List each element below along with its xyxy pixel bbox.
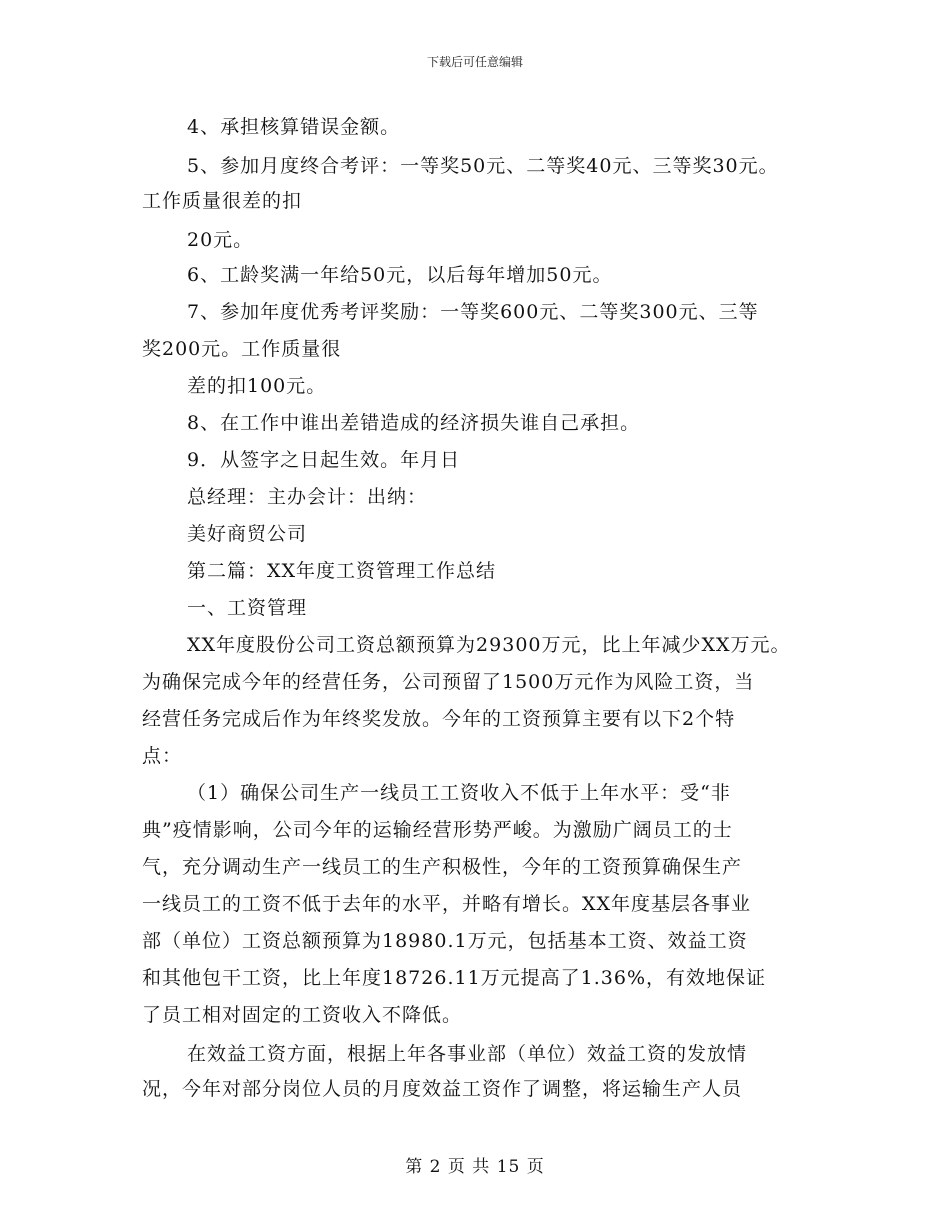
text-line: 在效益工资方面，根据上年各事业部（单位）效益工资的发放情 xyxy=(187,1043,748,1065)
text-line: XX年度股份公司工资总额预算为29300万元，比上年减少XX万元。 xyxy=(187,634,791,656)
text-line: 气，充分调动生产一线员工的生产积极性，今年的工资预算确保生产 xyxy=(142,856,743,878)
text-line: 差的扣100元。 xyxy=(187,375,327,397)
text-line: 8、在工作中谁出差错造成的经济损失谁自己承担。 xyxy=(187,412,641,434)
text-line: 为确保完成今年的经营任务，公司预留了1500万元作为风险工资，当 xyxy=(142,671,755,693)
text-line: 5、参加月度终合考评：一等奖50元、二等奖40元、三等奖30元。 xyxy=(187,155,779,177)
text-line: 奖200元。工作质量很 xyxy=(142,338,342,360)
text-line: 美好商贸公司 xyxy=(187,523,308,545)
text-line: 20元。 xyxy=(187,229,254,251)
text-line: 典”疫情影响，公司今年的运输经营形势严峻。为激励广阔员工的士 xyxy=(142,819,733,841)
subsection-heading: 一、工资管理 xyxy=(187,597,308,619)
text-line: 7、参加年度优秀考评奖励：一等奖600元、二等奖300元、三等 xyxy=(187,301,759,323)
text-line: （1）确保公司生产一线员工工资收入不低于上年水平：受“非 xyxy=(187,782,731,804)
text-line: 了员工相对固定的工资收入不降低。 xyxy=(142,1004,463,1026)
text-line: 一线员工的工资不低于去年的水平，并略有增长。XX年度基层各事业 xyxy=(142,893,752,915)
text-line: 点： xyxy=(142,745,183,767)
text-line: 工作质量很差的扣 xyxy=(142,190,303,212)
page-header: 下载后可任意编辑 xyxy=(426,55,523,69)
text-line: 况，今年对部分岗位人员的月度效益工资作了调整，将运输生产人员 xyxy=(142,1078,743,1100)
page-number-footer: 第 2 页 共 15 页 xyxy=(405,1157,545,1177)
text-line: 部（单位）工资总额预算为18980.1万元，包括基本工资、效益工资 xyxy=(142,930,748,952)
text-line: 9．从签字之日起生效。年月日 xyxy=(187,449,461,471)
text-line: 经营任务完成后作为年终奖发放。今年的工资预算主要有以下2个特 xyxy=(142,708,736,730)
section-heading: 第二篇：XX年度工资管理工作总结 xyxy=(187,560,497,582)
text-line: 和其他包干工资，比上年度18726.11万元提高了1.36%，有效地保证 xyxy=(142,967,767,989)
text-line: 6、工龄奖满一年给50元，以后每年增加50元。 xyxy=(187,264,613,286)
text-line: 4、承担核算错误金额。 xyxy=(187,116,401,138)
text-line: 总经理：主办会计：出纳： xyxy=(187,486,428,508)
